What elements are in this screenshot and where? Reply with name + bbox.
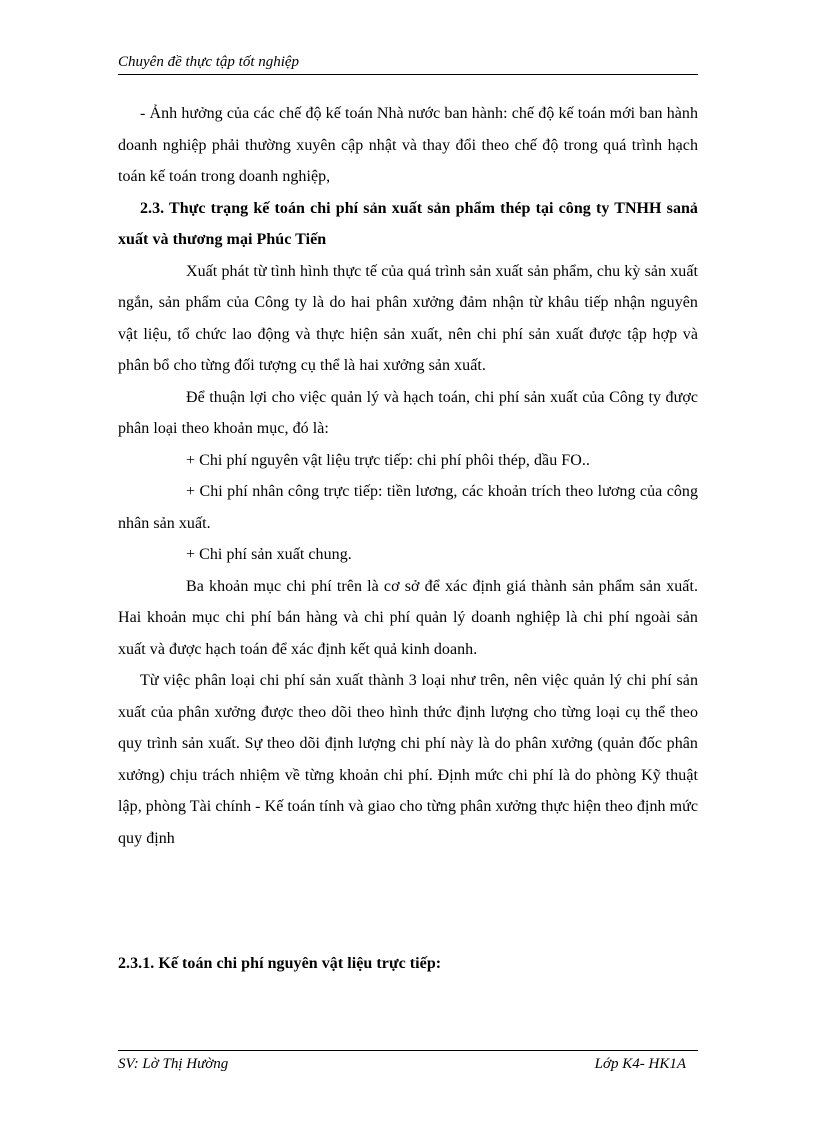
page-footer bbox=[118, 1050, 698, 1077]
paragraph-accounting-regime: - Ảnh hưởng của các chế độ kế toán Nhà nước ban hành: chế độ kế toán mới ban hành doanh nghiệp phải thường xuyên cập nhật và thay đổi theo chế độ trong quá trình hạch toán kế toán trong doanh nghiệp, bbox=[118, 105, 698, 185]
paragraph-cost-classification: Để thuận lợi cho việc quản lý và hạch toán, chi phí sản xuất của Công ty được phân loại theo khoản mục, đó là: bbox=[118, 388, 698, 437]
paragraph-production-overview: Xuất phát từ tình hình thực tế của quá trình sản xuất sản phẩm, chu kỳ sản xuất ngắn, sản phẩm của Công ty là do hai phân xưởng đảm nhận từ khâu tiếp nhận nguyên vật liệu, tổ chức lao động và thực hiện sản xuất, nên chi phí sản xuất được tập hợp và phân bổ cho từng đối tượng cụ thể là hai xưởng sản xuất. bbox=[118, 262, 698, 374]
blank-space bbox=[118, 854, 698, 948]
paragraph-cost-items: Ba khoản mục chi phí trên là cơ sở để xác định giá thành sản phẩm sản xuất. Hai khoản mục chi phí bán hàng và chi phí quản lý doanh nghiệp là chi phí ngoài sản xuất và được hạch toán để xác định kết quả kinh doanh. bbox=[118, 577, 698, 658]
document-body bbox=[118, 98, 698, 980]
list-item-direct-labor: + Chi phí nhân công trực tiếp: tiền lương, các khoản trích theo lương của công nhân sản xuất. bbox=[118, 483, 698, 532]
footer-student: SV: Lờ Thị Hường bbox=[118, 1056, 229, 1072]
section-heading: 2.3. Thực trạng kế toán chi phí sản xuất sản phẩm thép tại công ty TNHH sanả xuất và thương mại Phúc Tiến bbox=[118, 199, 698, 248]
list-item-overhead: + Chi phí sản xuất chung. bbox=[186, 546, 352, 563]
footer-class: Lớp K4- HK1A bbox=[594, 1056, 686, 1072]
list-item-direct-materials: + Chi phí nguyên vật liệu trực tiếp: chi phí phôi thép, dầu FO.. bbox=[186, 451, 590, 469]
header-title: Chuyên đề thực tập tốt nghiệp bbox=[118, 54, 300, 70]
subsection-heading: 2.3.1. Kế toán chi phí nguyên vật liệu trực tiếp: bbox=[118, 955, 442, 972]
paragraph-cost-management: Từ việc phân loại chi phí sản xuất thành 3 loại như trên, nên việc quản lý chi phí sản xuất của phân xưởng được theo dõi theo hình thức định lượng cho từng loại cụ thể theo quy trình sản xuất. Sự theo dõi định lượng chi phí này là do phân xưởng (quản đốc phân xưởng) chịu trách nhiệm về từng khoản chi phí. Định mức chi phí là do phòng Kỹ thuật lập, phòng Tài chính - Kế toán tính và giao cho từng phân xưởng thực hiện theo định mức quy định bbox=[118, 672, 698, 847]
page-header bbox=[118, 52, 698, 75]
